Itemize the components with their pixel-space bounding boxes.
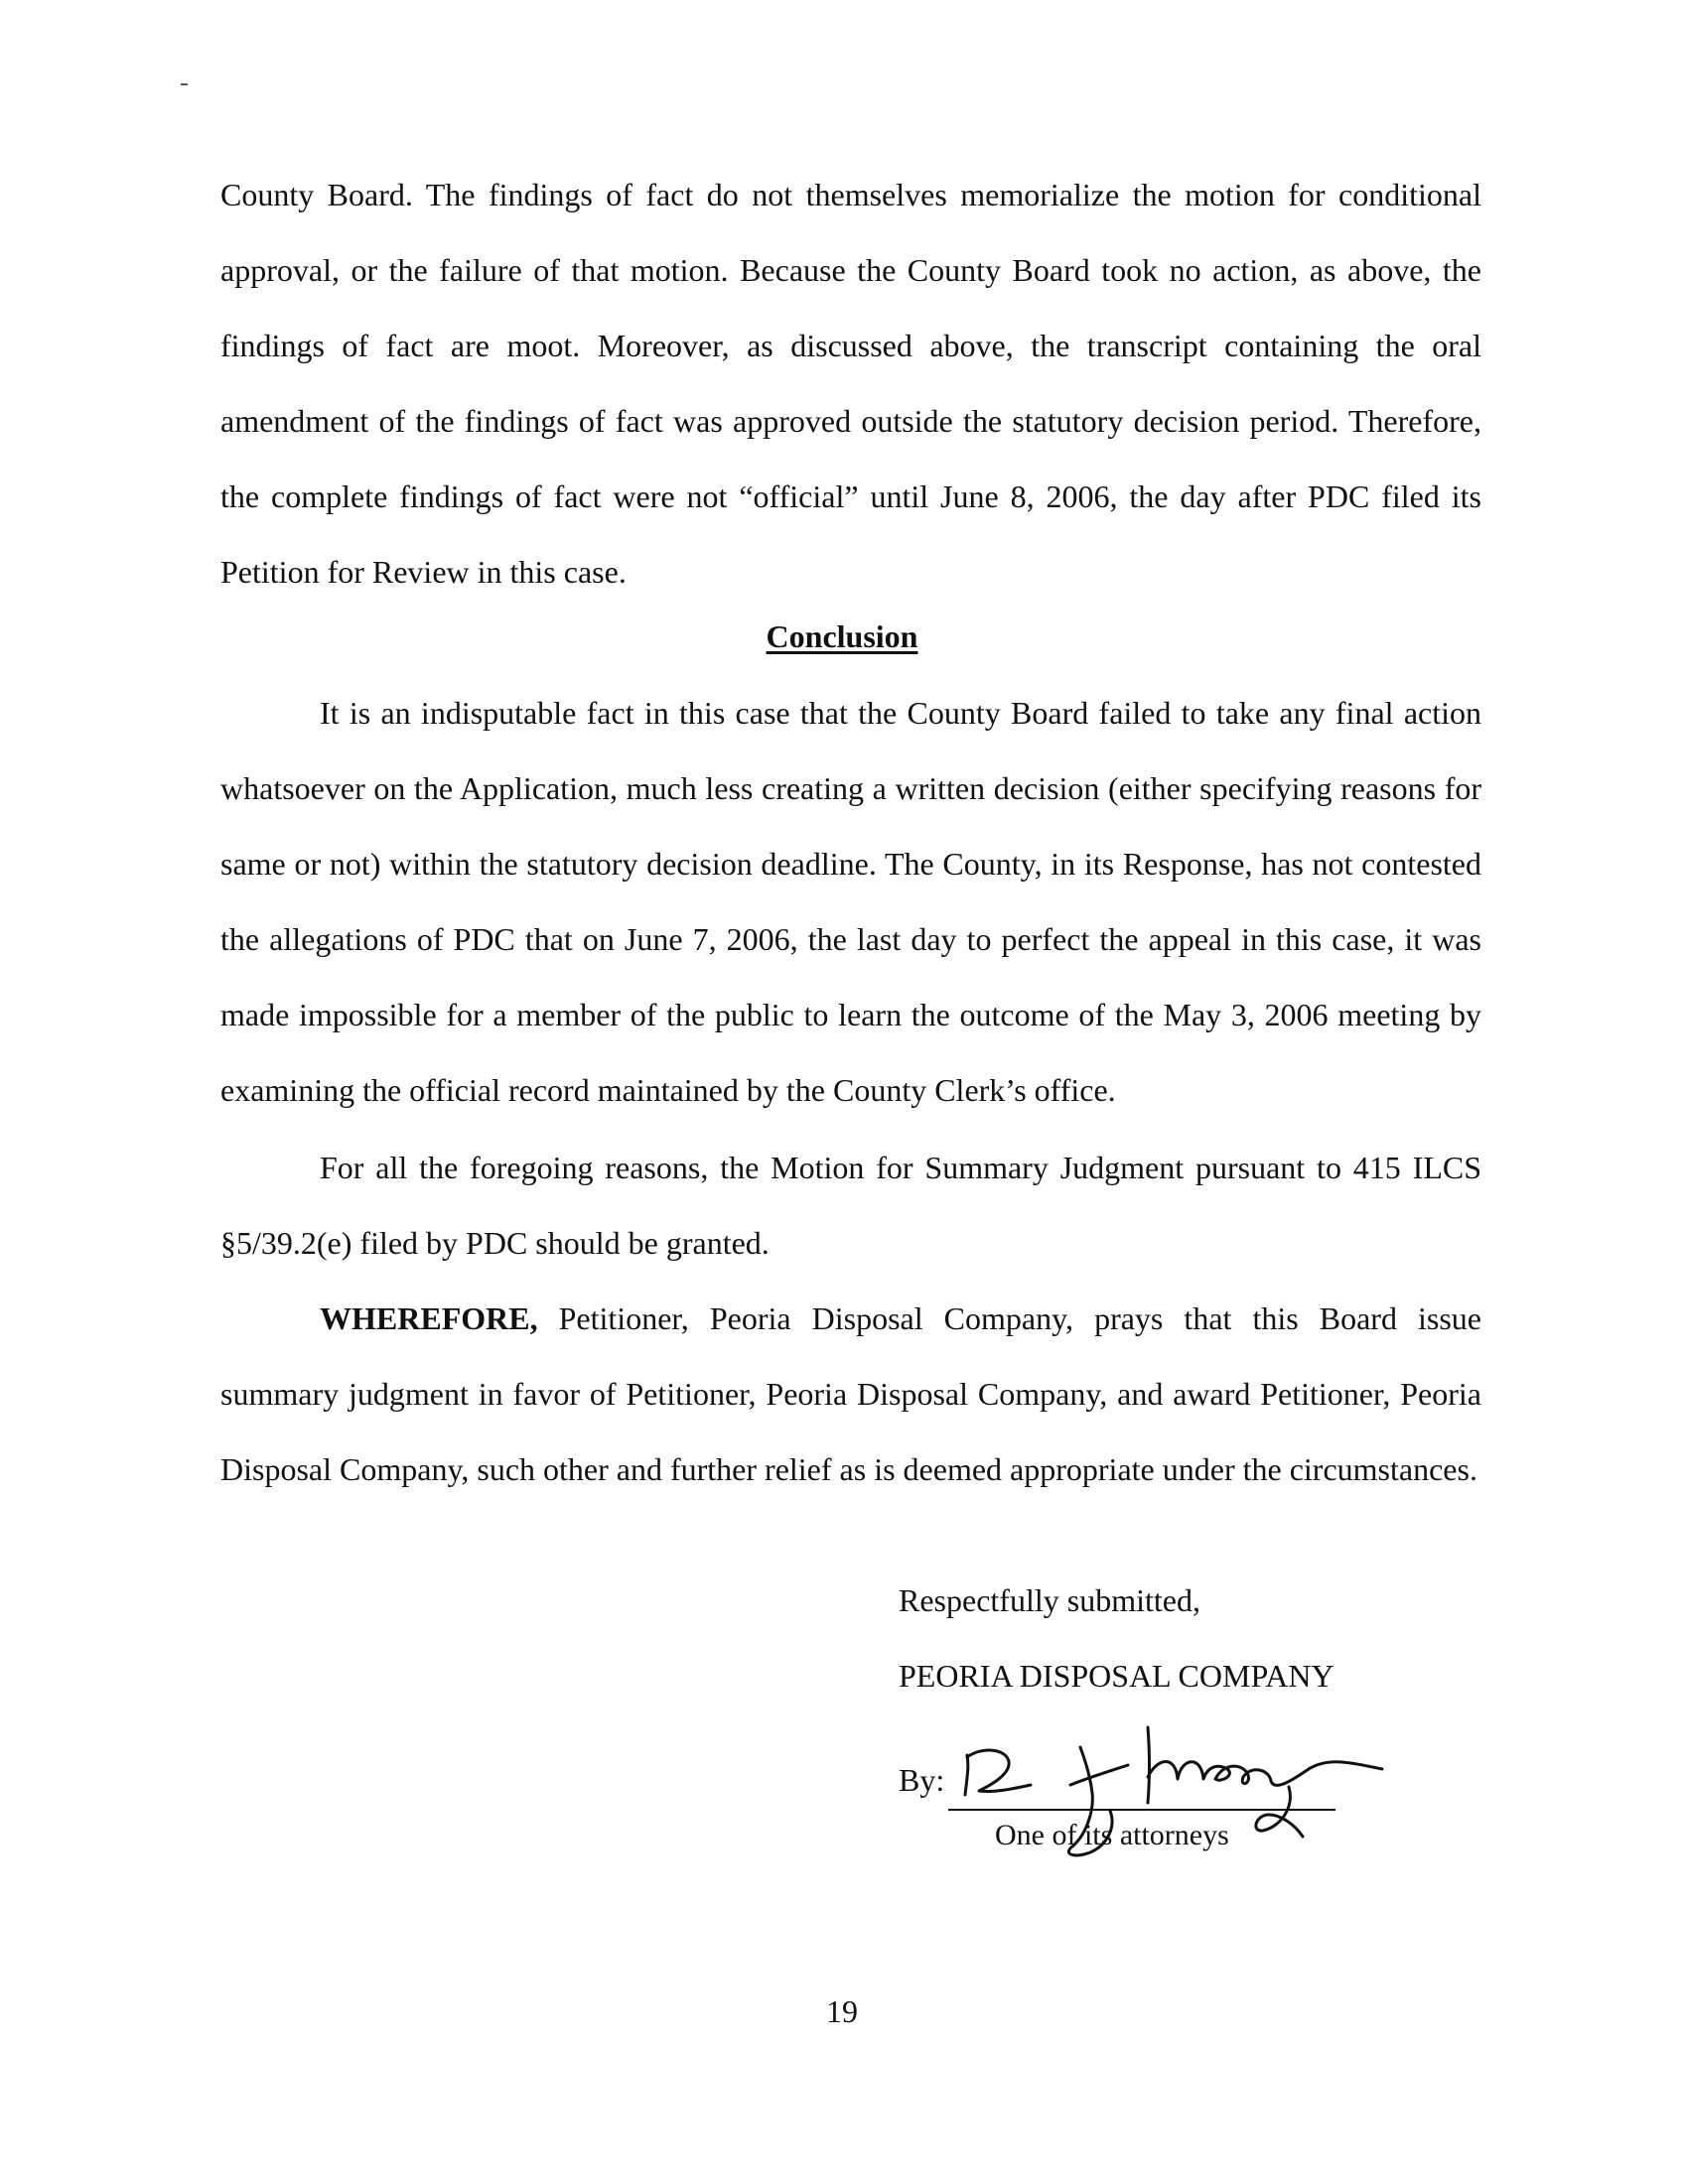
- wherefore-paragraph: [220, 1281, 1481, 1507]
- closing-line: Respectfully submitted,: [899, 1582, 1200, 1618]
- by-label: By:: [899, 1762, 945, 1798]
- signature-caption: One of its attorneys: [995, 1819, 1229, 1851]
- section-heading: Conclusion: [766, 618, 918, 654]
- scan-mark: [181, 83, 188, 85]
- wherefore-lead: WHEREFORE,: [320, 1300, 538, 1336]
- page-number: 19: [826, 1993, 858, 2029]
- body-paragraph: It is an indisputable fact in this case that the County Board failed to take any final action whatsoever on the Application, much less creating a written decision (either specifying reasons for same or not) within the statutory decision deadline. The County, in its Response, has not contested the allegations of PDC that on June 7, 2006, the last day to perfect the appeal in this case, it was made impossible for a member of the public to learn the outcome of the May 3, 2006 meeting by examining the official record maintained by the County Clerk’s office.: [220, 695, 1481, 1108]
- company-name: PEORIA DISPOSAL COMPANY: [899, 1658, 1334, 1694]
- body-paragraph: County Board. The findings of fact do not themselves memorialize the motion for conditional approval, or the failure of that motion. Because the County Board took no action, as above, the findings of fact are moot. Moreover, as discussed above, the transcript containing the oral amendment of the findings of fact was approved outside the statutory decision period. Therefore, the complete findings of fact were not “official” until June 8, 2006, the day after PDC filed its Petition for Review in this case.: [220, 177, 1481, 590]
- handwritten-signature: [953, 1707, 1450, 1866]
- wherefore-text: Petitioner, Peoria Disposal Company, prays that this Board issue summary judgment in favor of Petitioner, Peoria Disposal Company, and award Petitioner, Peoria Disposal Company, such other and further relief as is deemed appropriate under the circumstances.: [220, 1300, 1481, 1487]
- body-paragraph: For all the foregoing reasons, the Motion for Summary Judgment pursuant to 415 ILCS §5/39.2(e) filed by PDC should be granted.: [220, 1150, 1481, 1261]
